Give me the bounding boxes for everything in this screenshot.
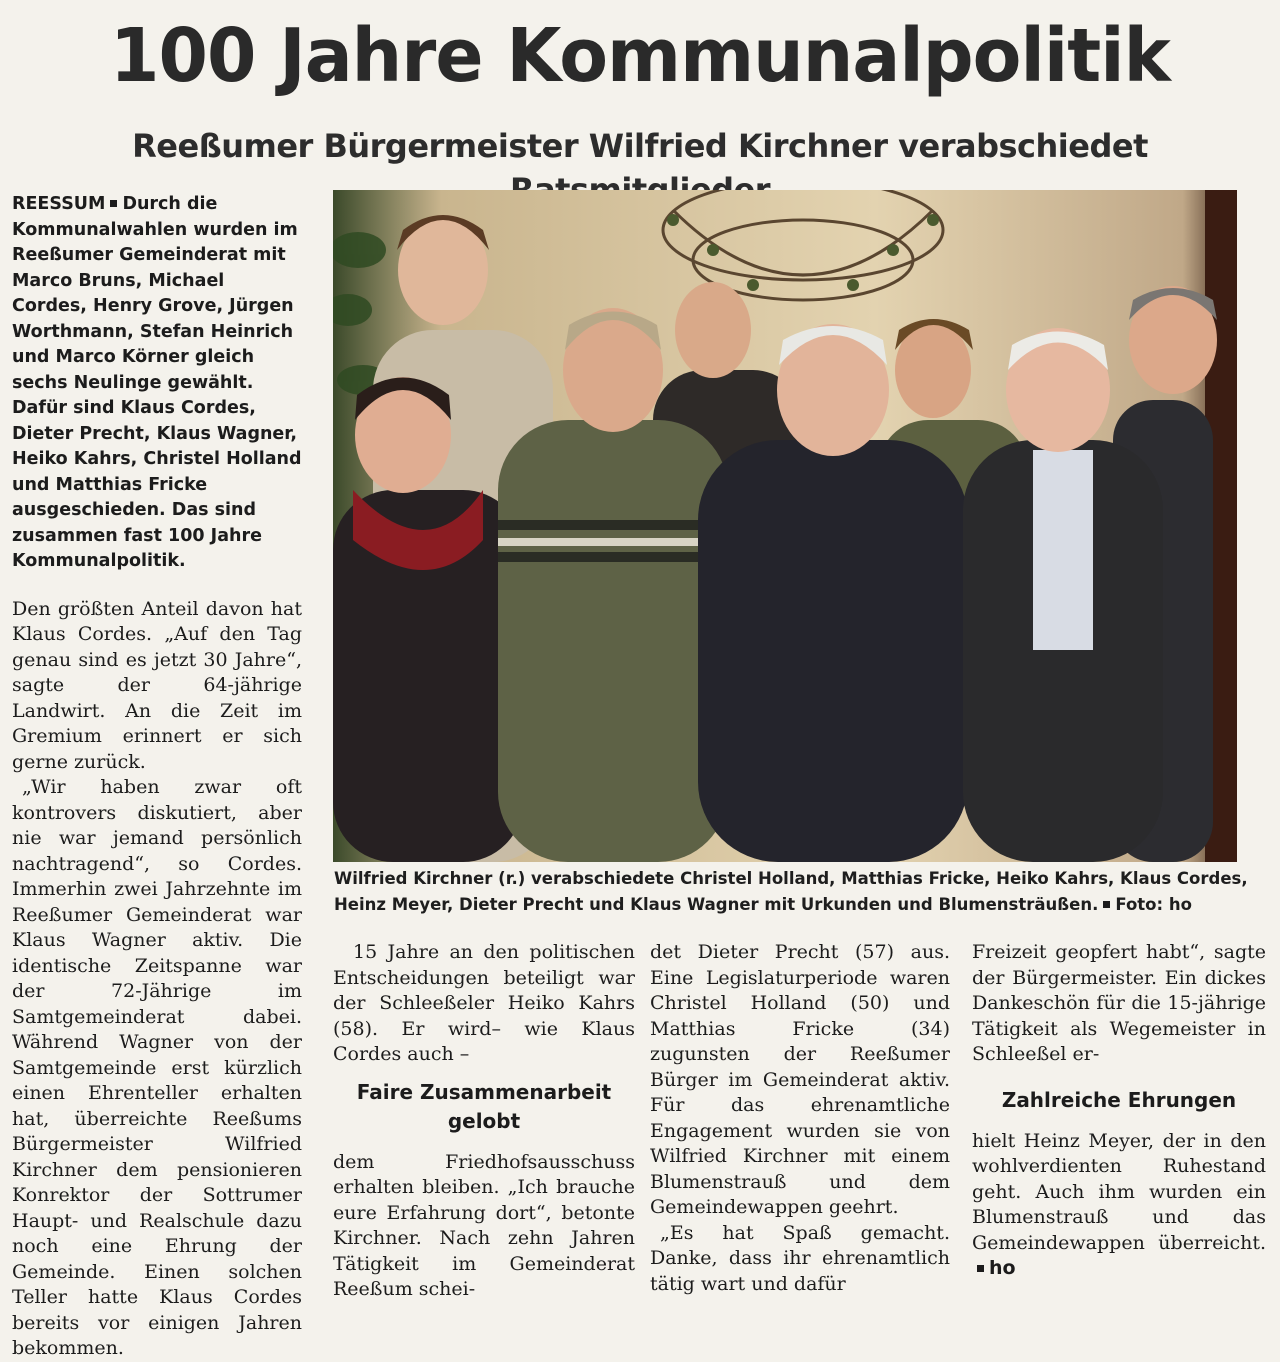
group-photo-illustration	[333, 190, 1237, 862]
column-3	[650, 940, 950, 1297]
group-photo	[333, 190, 1237, 862]
col4-paragraph-1: Freizeit geopfert habt“, sagte der Bürgermeister. Ein dickes Dankeschön für die 15-jährige Tätigkeit als Wegemeister in Schleeßel er-	[972, 941, 1266, 1065]
bullet-icon	[977, 1265, 984, 1272]
col1-paragraph-1: Den größten Anteil davon hat Klaus Cordes. „Auf den Tag genau sind es jetzt 30 Jahre“, sagte der 64-jährige Landwirt. An die Zeit im Gremium erinnert er sich gerne zurück.	[12, 597, 302, 773]
bullet-icon	[1103, 901, 1110, 908]
col3-paragraph-2: „Es hat Spaß gemacht. Danke, dass ihr ehrenamtlich tätig wart und dafür	[650, 1221, 950, 1295]
author-initials: ho	[989, 1257, 1016, 1279]
col2-subheading: Faire Zusammenarbeit gelobt	[356, 1079, 612, 1133]
caption-text: Wilfried Kirchner (r.) verabschiedete Christel Holland, Matthias Fricke, Heiko Kahrs, Klaus Cordes, Heinz Meyer, Dieter Precht und Klaus Wagner mit Urkunden und Blumensträußen.	[334, 869, 1248, 914]
column-4	[972, 940, 1266, 1282]
col1-paragraph-2: „Wir haben zwar oft kontrovers diskutiert, aber nie war jemand persönlich nachtragend“, so Cordes. Immerhin zwei Jahrzehnte im Reeßumer Gemeinderat war Klaus Wagner aktiv. Die identische Zeitspanne war der 72-Jährige im Samtgemeinderat dabei. Während Wagner von der Samtgemeinde erst kürzlich einen Ehrenteller erhalten hat, überreichte Reeßums Bürgermeister Wilfried Kirchner dem pensionieren Konrektor der Sottrumer Haupt- und Realschule dazu noch eine Ehrung der Gemeinde. Einen solchen Teller hatte Klaus Cordes bereits vor einigen Jahren bekommen.	[12, 776, 302, 1359]
lead-paragraph	[12, 192, 302, 575]
bullet-icon	[110, 200, 117, 207]
col4-paragraph-2	[972, 1129, 1266, 1282]
lead-text: Durch die Kommunalwahlen wurden im Reeßumer Gemeinderat mit Marco Bruns, Michael Cordes, Henry Grove, Jürgen Worthmann, Stefan Heinrich und Marco Körner gleich sechs Neulinge gewählt. Dafür sind Klaus Cordes, Dieter Precht, Klaus Wagner, Heiko Kahrs, Christel Holland und Matthias Fricke ausgeschieden. Das sind zusammen fast 100 Jahre Kommunalpolitik.	[12, 194, 302, 571]
column-1	[12, 192, 302, 1362]
photo-caption	[334, 866, 1264, 918]
article-headline: 100 Jahre Kommunalpolitik	[110, 13, 1170, 99]
column-2	[333, 940, 635, 1303]
dateline: REESSUM	[12, 194, 106, 214]
col4-subheading: Zahlreiche Ehrungen	[1001, 1087, 1237, 1112]
article-subheadline: Reeßumer Bürgermeister Wilfried Kirchner verabschiedet	[132, 127, 1148, 165]
col2-paragraph-2: dem Friedhofsausschuss erhalten bleiben. „Ich brauche eure Erfahrung dort“, betonte Kirchner. Nach zehn Jahren Tätigkeit im Gemeinderat Reeßum schei-	[333, 1150, 635, 1300]
col4-paragraph-2-text: hielt Heinz Meyer, der in den wohlverdienten Ruhestand geht. Auch ihm wurden ein Blumenstrauß und das Gemeindewappen überreicht.	[972, 1129, 1266, 1254]
photo-credit: Foto: ho	[1115, 895, 1192, 914]
col2-paragraph-1: 15 Jahre an den politischen Entscheidungen beteiligt war der Schleeßeler Heiko Kahrs (58). Er wird– wie Klaus Cordes auch –	[333, 941, 635, 1065]
col3-paragraph-1: det Dieter Precht (57) aus. Eine Legislaturperiode waren Christel Holland (50) und Matthias Fricke (34) zugunsten der Reeßumer Bürger im Gemeinderat aktiv. Für das ehrenamtliche Engagement wurden sie von Wilfried Kirchner mit einem Blumenstrauß und dem Gemeindewappen geehrt.	[650, 941, 950, 1218]
